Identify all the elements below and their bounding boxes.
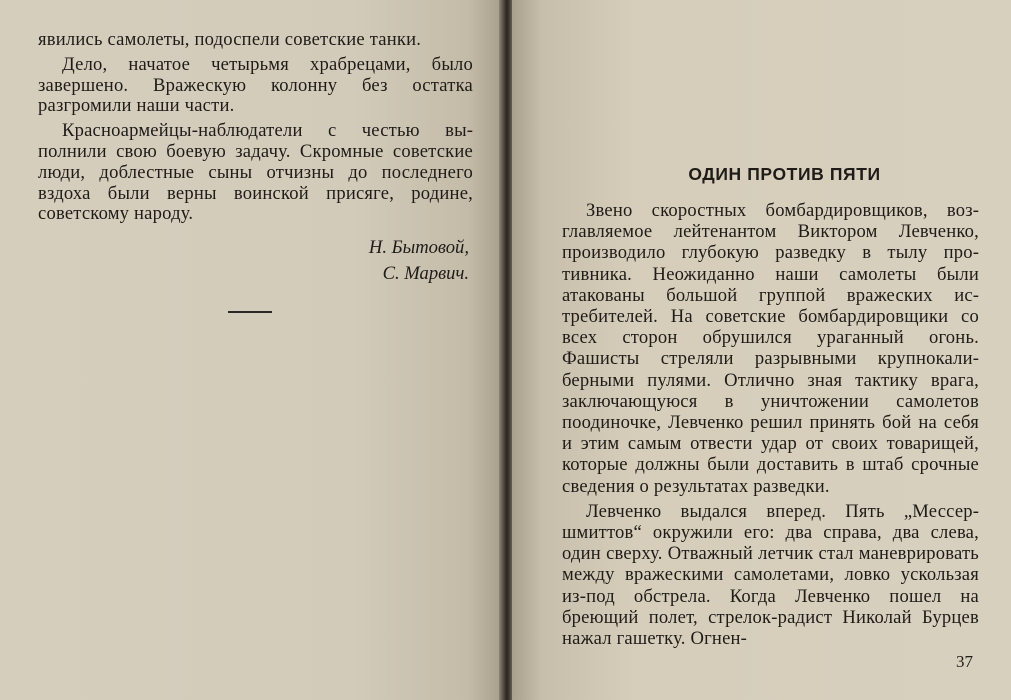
section-end-rule	[228, 311, 272, 313]
right-paragraph-2: Левченко выдался вперед. Пять „Мессершмиттов“ окружили его: два справа, два слева, один сверху. Отважный летчик стал маневрировать между вражескими самолетами, ловко ускользая из-под обстрела. Когда Левченко пошел на бреющий полет, стрелок-радист Николай Бурцев нажал гашетку. Огнен-	[562, 500, 979, 650]
left-page	[0, 0, 503, 700]
right-page	[512, 0, 1011, 700]
page-number: 37	[956, 652, 973, 671]
left-paragraph-2: Дело, начатое четырьмя храбрецами, было завершено. Вражескую колонну без остатка разгромили наши части.	[38, 53, 473, 117]
chapter-heading: ОДИН ПРОТИВ ПЯТИ	[688, 164, 881, 184]
left-paragraph-3: Красноармейцы-наблюдатели с честью выполнили свою боевую задачу. Скромные советские люди, доблестные сыны отчизны до последнего вздоха были верны воинской присяге, родине, советскому народу.	[38, 120, 473, 225]
author-2: С. Марвич.	[382, 263, 469, 285]
author-1: Н. Бытовой,	[368, 237, 469, 259]
right-paragraph-1: Звено скоростных бомбардировщиков, возглавляемое лейтенантом Виктором Левченко, производило глубокую разведку в тылу противника. Неожиданно наши самолеты были атакованы большой группой вражеских истребителей. На советские бомбардировщики со всех сторон обрушился ураганный огонь. Фашисты стреляли разрывными крупнокалиберными пулями. Отлично зная тактику врага, заключающуюся в уничтожении самолетов поодиночке, Левченко решил принять бой на себя и этим самым отвести удар от своих товарищей, которые должны были доставить в штаб срочные сведения о результатах разведки.	[562, 200, 979, 497]
left-paragraph-1: явились самолеты, подоспели советские танки.	[38, 29, 422, 50]
right-body	[562, 200, 979, 649]
